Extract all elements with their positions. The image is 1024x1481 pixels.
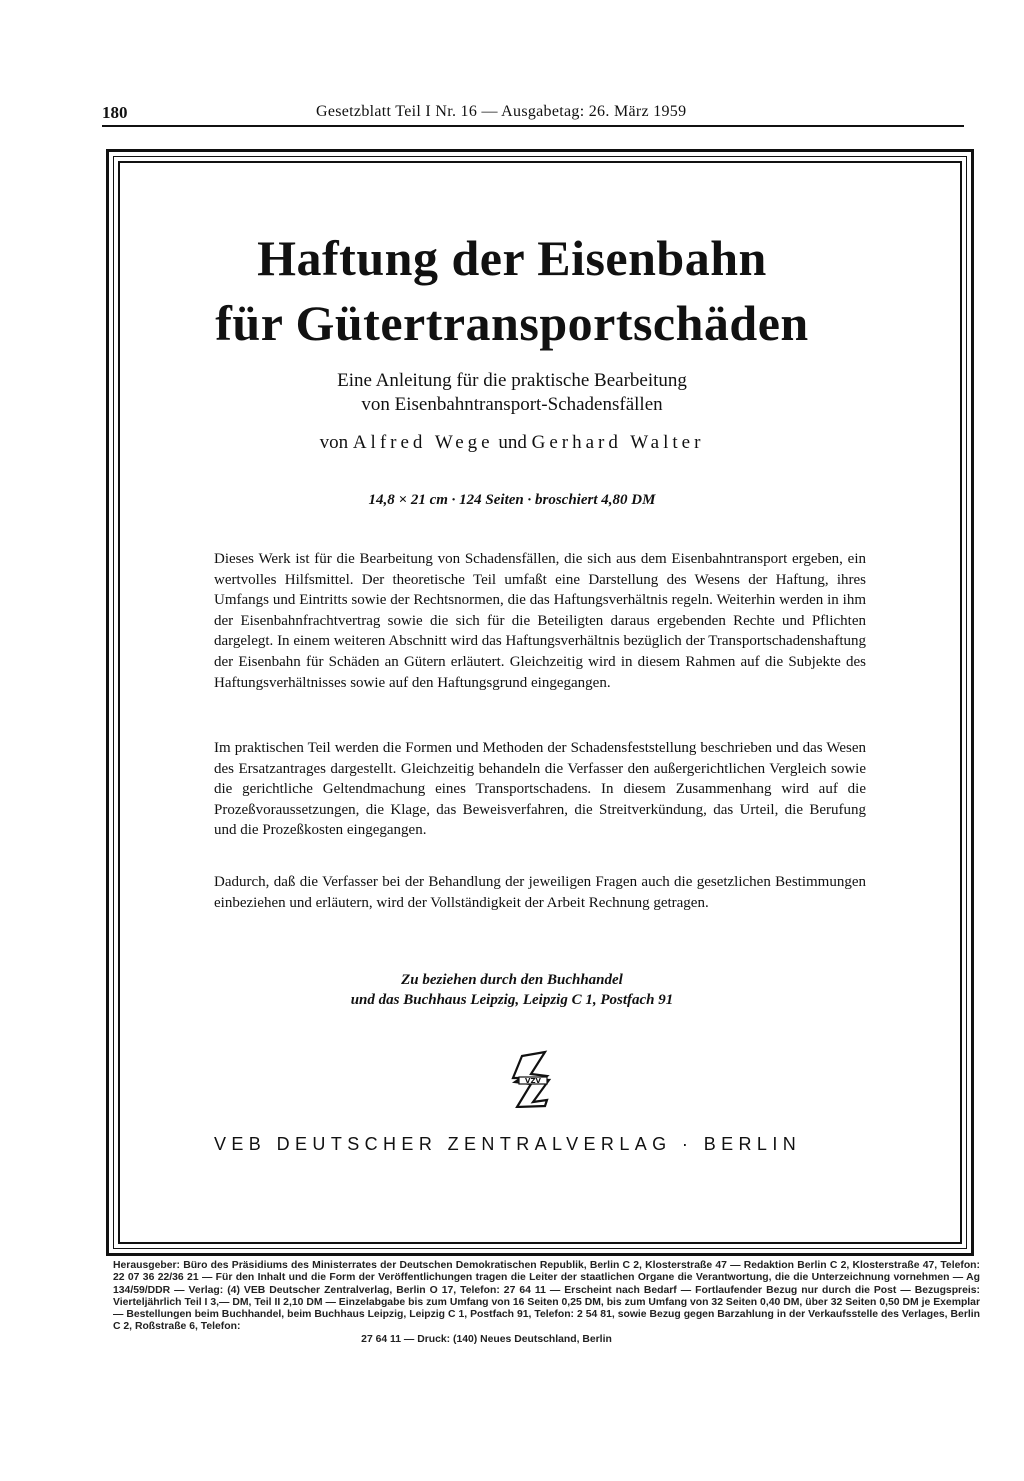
author-2: Gerhard Walter: [531, 432, 705, 453]
authors-join: und: [498, 432, 527, 453]
imprint-text: Herausgeber: Büro des Präsidiums des Ministerrates der Deutschen Demokratischen Republik, Berlin C 2, Klosterstraße 47 — Redaktion Berlin C 2, Klosterstraße 47, Telefon: 22 07 36 22/36 21 — Für den Inhalt und die Form der Veröffentlichungen tragen die Leiter der staatlichen Organe die Verantwortung, die die Unterzeichnung vornehmen — Ag 134/59/DDR — Verlag: (4) VEB Deutscher Zentralverlag, Berlin O 17, Telefon: 27 64 11 — Erscheint nach Bedarf — Fortlaufender Bezug nur durch die Post — Bezugspreis: Vierteljährlich Teil I 3,— DM, Teil II 2,10 DM — Einzelabgabe bis zum Umfang von 16 Seiten 0,25 DM, bis zum Umfang von 32 Seiten 0,40 DM, über 32 Seiten 0,50 DM je Exemplar — Bestellungen beim Buchhandel, beim Buchhaus Leipzig, Leipzig C 1, Postfach 91, Telefon: 2 54 81, sowie Bezug gegen Barzahlung in der Verkaufsstelle des Verlages, Berlin C 2, Roßstraße 6, Telefon:: [113, 1260, 980, 1333]
imprint: [113, 1260, 980, 1346]
svg-text:VZV: VZV: [525, 1077, 541, 1085]
author-1: Alfred Wege: [352, 432, 494, 453]
description-paragraph-2: Im praktischen Teil werden die Formen und Methoden der Schadensfeststellung beschrieben und das Wesen des Ersatzantrages dargestellt. Gleichzeitig behandeln die Verfasser den außergerichtlichen Vergleich sowie die gerichtliche Geltendmachung eines Transportschadens. In diesem Zusammenhang wird auf die Prozeßvoraussetzungen, die Klage, das Beweisverfahren, die Streitverkündung, das Urteil, die Berufung und die Prozeßkosten eingegangen.: [214, 740, 866, 839]
order-info-line-1: Zu beziehen durch den Buchhandel: [401, 972, 623, 988]
running-title: Gesetzblatt Teil I Nr. 16 — Ausgabetag: 26. März 1959: [316, 103, 687, 120]
description-paragraph-3: Dadurch, daß die Verfasser bei der Behandlung der jeweiligen Fragen auch die gesetzlichen Bestimmungen einbeziehen und erläutern, wird der Vollständigkeit der Arbeit Rechnung getragen.: [214, 874, 866, 911]
imprint-last-line: 27 64 11 — Druck: (140) Neues Deutschland, Berlin: [361, 1333, 612, 1345]
authors-line: [0, 432, 1024, 454]
page-number: 180: [102, 103, 128, 122]
book-specs: 14,8 × 21 cm · 124 Seiten · broschiert 4,80 DM: [368, 492, 656, 508]
advert-subtitle-line-1: Eine Anleitung für die praktische Bearbeitung: [337, 370, 687, 391]
publisher-logo-icon: [509, 1050, 553, 1113]
publisher-name: VEB DEUTSCHER ZENTRALVERLAG · BERLIN: [214, 1134, 802, 1154]
authors-prefix: von: [319, 432, 349, 453]
advert-title-line-1: Haftung der Eisenbahn: [257, 230, 767, 286]
description-paragraph-1: Dieses Werk ist für die Bearbeitung von Schadensfällen, die sich aus dem Eisenbahntransport ergeben, ein wertvolles Hilfsmittel. Der theoretische Teil umfaßt eine Darstellung des Wesens der Haftung, ihres Umfangs und Eintritts sowie der Rechtsnormen, die das Haftungsverhältnis regeln. Weiterhin werden in ihm der Eisenbahnfrachtvertrag sowie die sich für die Beteiligten daraus ergebenden Rechte und Pflichten dargelegt. In einem weiteren Abschnitt wird das Haftungsverhältnis bezüglich der Transportschadenshaftung der Eisenbahn für Schäden an Gütern erläutert. Gleichzeitig wird in diesem Rahmen auf die Subjekte des Haftungsverhältnisses sowie auf den Haftungsgrund eingegangen.: [214, 551, 866, 691]
advert-subtitle-line-2: von Eisenbahntransport-Schadensfällen: [361, 394, 663, 415]
page-header: [102, 103, 964, 127]
order-info-line-2: und das Buchhaus Leipzig, Leipzig C 1, Postfach 91: [350, 992, 674, 1008]
advert-title-line-2: für Gütertransportschäden: [215, 295, 809, 351]
